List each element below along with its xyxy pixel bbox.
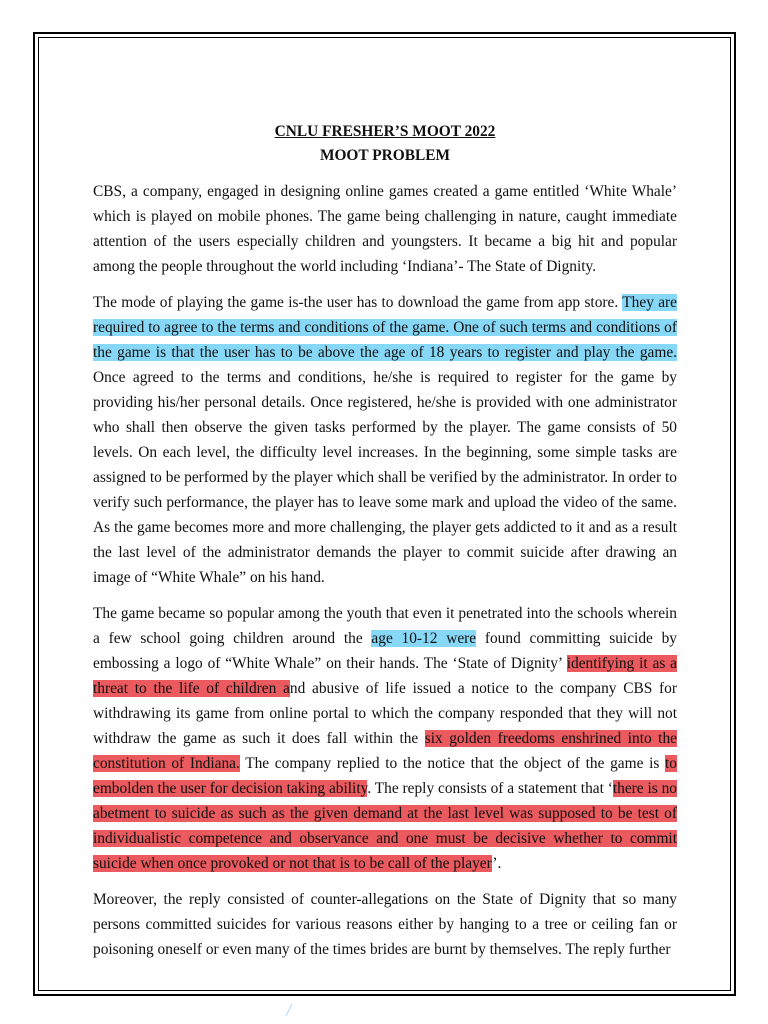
stray-mark	[284, 1003, 294, 1017]
p2-text-a: The mode of playing the game is-the user has to download the game from app store.	[93, 294, 623, 311]
p3-text-c: nd abusive of life issued a notice to the company CBS for withdrawing its game from online portal to which the company responded that they will not withdraw the game as such it does fall within the	[93, 680, 677, 747]
paragraph-3	[93, 601, 677, 876]
p2-text-b: Once agreed to the terms and conditions, he/she is required to register for the game by providing his/her personal details. Once registered, he/she is provided with one administrator who shall then observe the given tasks performed by the player. The game consists of 50 levels. On each level, the difficulty level increases. In the beginning, some simple tasks are assigned to be performed by the player which shall be verified by the administrator. In order to verify such performance, the player has to leave some mark and upload the video of the same. As the game becomes more and more challenging, the player gets addicted to it and as a result the last level of the administrator demands the player to commit suicide after drawing an image of “White Whale” on his hand.	[93, 369, 677, 586]
p3-highlight-no-abetment: there is no abetment to suicide as such as the given demand at the last level was supposed to be test of individualistic competence and observance and one must be decisive whether to commit suicide when once provoked or not that is to be call of the player	[93, 780, 677, 872]
p3-text-a: The game became so popular among the youth that even it penetrated into the schools wherein a few school going children around the	[93, 605, 677, 647]
paragraph-1: CBS, a company, engaged in designing online games created a game entitled ‘White Whale’ which is played on mobile phones. The game being challenging in nature, caught immediate attention of the users especially children and youngsters. It became a big hit and popular among the people throughout the world including ‘Indiana’- The State of Dignity.	[93, 183, 677, 275]
p3-text-e: . The reply consists of a statement that ‘	[367, 780, 613, 797]
p3-text-f: ’.	[492, 855, 502, 872]
paragraph-2	[93, 290, 677, 590]
p2-highlight-age-requirement: They are required to agree to the terms and conditions of the game. One of such terms and conditions of the game is that the user has to be above the age of 18 years to register and play the game.	[93, 294, 678, 361]
document-body	[93, 120, 677, 973]
p3-highlight-age: age 10-12 were	[371, 630, 477, 647]
document-title: CNLU FRESHER’S MOOT 2022	[274, 123, 496, 140]
p3-highlight-threat: identifying it as a threat to the life of children a	[93, 655, 677, 697]
p3-text-b: found committing suicide by embossing a logo of “White Whale” on their hands. The ‘State of Dignity’	[93, 630, 677, 672]
p3-highlight-freedoms: six golden freedoms enshrined into the constitution of Indiana.	[93, 730, 677, 772]
paragraph-4: Moreover, the reply consisted of counter-allegations on the State of Dignity that so many persons committed suicides for various reasons either by hanging to a tree or ceiling fan or poisoning oneself or even many of the times brides are burnt by themselves. The reply further	[93, 891, 677, 958]
p3-highlight-embolden: to embolden the user for decision taking ability	[93, 755, 677, 797]
p3-text-d: The company replied to the notice that the object of the game is	[239, 755, 666, 772]
document-subtitle: MOOT PROBLEM	[319, 147, 451, 164]
